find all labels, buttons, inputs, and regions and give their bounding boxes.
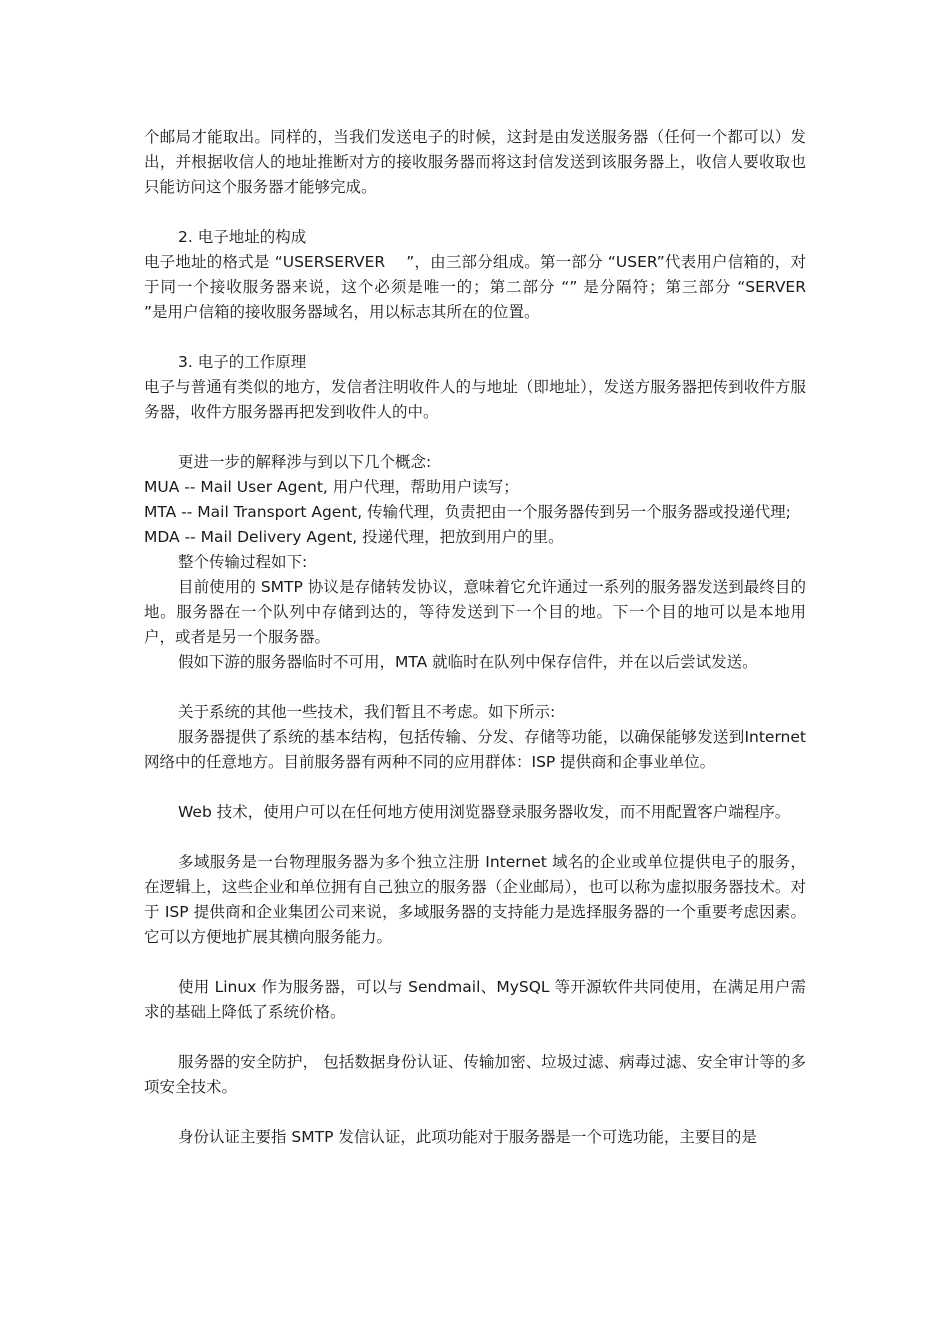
paragraph: Web 技术，使用户可以在任何地方使用浏览器登录服务器收发，而不用配置客户端程序。	[178, 803, 791, 821]
blank-line	[144, 325, 806, 350]
paragraph: 服务器提供了系统的基本结构，包括传输、分发、存储等功能，以确保能够发送到Internet 网络中的任意地方。目前服务器有两种不同的应用群体：ISP 提供商和企事业单位。	[144, 728, 811, 771]
document-body	[144, 125, 827, 1150]
section-heading: 2. 电子地址的构成	[178, 228, 307, 246]
paragraph: 多域服务是一台物理服务器为多个独立注册 Internet 域名的企业或单位提供电子的服务，在逻辑上，这些企业和单位拥有自己独立的服务器（企业邮局），也可以称为虚拟服务器技术。对于 ISP 提供商和企业集团公司来说，多域服务器的支持能力是选择服务器的一个重要考虑因素。它可以方便地扩展其横向服务能力。	[144, 853, 806, 946]
section-heading: 3. 电子的工作原理	[178, 353, 307, 371]
paragraph: 更进一步的解释涉与到以下几个概念:	[178, 453, 432, 471]
paragraph: 假如下游的服务器临时不可用，MTA 就临时在队列中保存信件，并在以后尝试发送。	[178, 653, 758, 671]
blank-line	[144, 950, 806, 975]
blank-line	[144, 825, 806, 850]
paragraph: 电子地址的格式是 “USERSERVER ”，由三部分组成。第一部分 “USER”代表用户信箱的，对于同一个接收服务器来说，这个必须是唯一的；第二部分 “” 是分隔符；第三部分 “SERVER ”是用户信箱的接收服务器域名，用以标志其所在的位置。	[144, 253, 827, 321]
paragraph: 关于系统的其他一些技术，我们暂且不考虑。如下所示:	[178, 703, 556, 721]
definition-mta: MTA -- Mail Transport Agent, 传输代理，负责把由一个服务器传到另一个服务器或投递代理;	[144, 503, 791, 521]
paragraph: 服务器的安全防护， 包括数据身份认证、传输加密、垃圾过滤、病毒过滤、安全审计等的多项安全技术。	[144, 1053, 806, 1096]
paragraph: 个邮局才能取出。同样的，当我们发送电子的时候，这封是由发送服务器（任何一个都可以）发出，并根据收信人的地址推断对方的接收服务器而将这封信发送到该服务器上，收信人要收取也只能访问这个服务器才能够完成。	[144, 128, 806, 196]
blank-line	[144, 775, 806, 800]
paragraph: 电子与普通有类似的地方，发信者注明收件人的与地址（即地址），发送方服务器把传到收件方服务器，收件方服务器再把发到收件人的中。	[144, 378, 806, 421]
blank-line	[144, 1025, 806, 1050]
paragraph: 整个传输过程如下:	[178, 553, 308, 571]
definition-mda: MDA -- Mail Delivery Agent, 投递代理，把放到用户的里。	[144, 528, 564, 546]
blank-line	[144, 1100, 806, 1125]
blank-line	[144, 200, 806, 225]
paragraph: 使用 Linux 作为服务器，可以与 Sendmail、MySQL 等开源软件共同使用，在满足用户需求的基础上降低了系统价格。	[144, 978, 806, 1021]
definition-mua: MUA -- Mail User Agent, 用户代理，帮助用户读写；	[144, 478, 519, 496]
blank-line	[144, 425, 806, 450]
paragraph: 身份认证主要指 SMTP 发信认证，此项功能对于服务器是一个可选功能，主要目的是	[178, 1128, 757, 1146]
blank-line	[144, 675, 806, 700]
paragraph: 目前使用的 SMTP 协议是存储转发协议，意味着它允许通过一系列的服务器发送到最终目的地。服务器在一个队列中存储到达的，等待发送到下一个目的地。下一个目的地可以是本地用户，或者是另一个服务器。	[144, 578, 806, 646]
